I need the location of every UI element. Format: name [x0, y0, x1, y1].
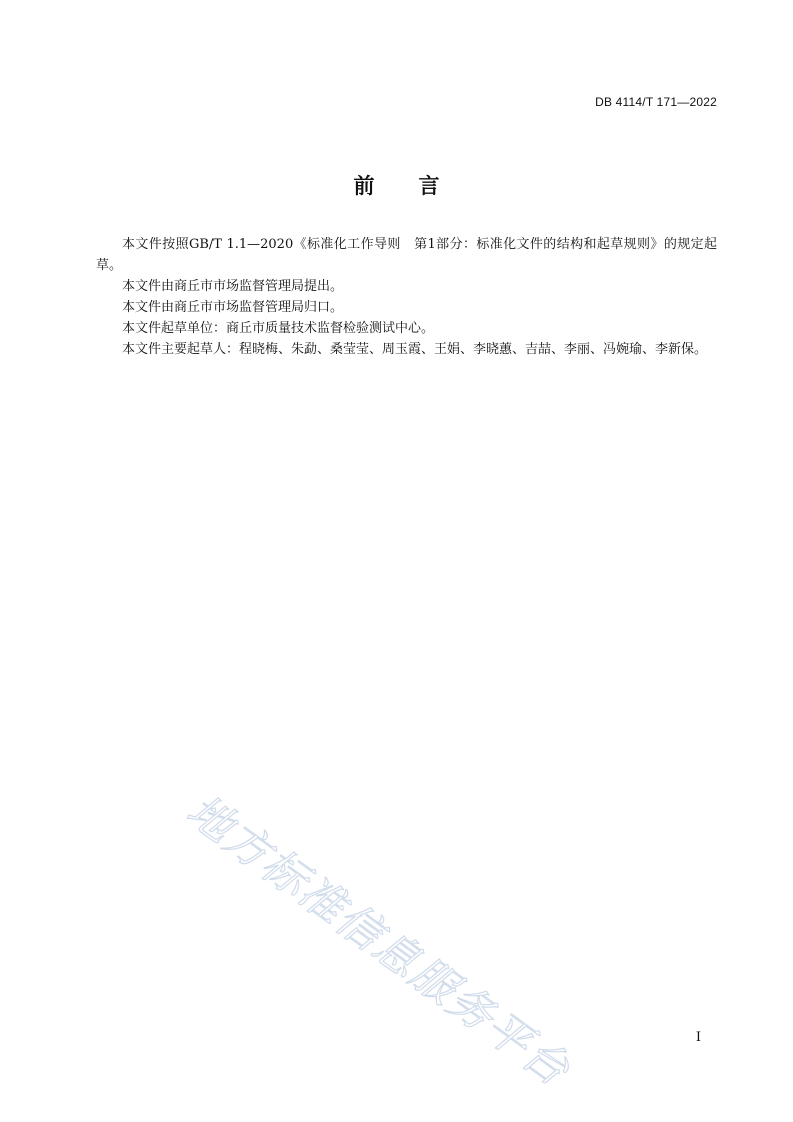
document-code: DB 4114/T 171—2022 — [595, 95, 717, 109]
paragraph-drafting-basis: 本文件按照GB/T 1.1—2020《标准化工作导则 第1部分：标准化文件的结构和起草规则》的规定起草。 — [96, 237, 717, 273]
paragraph-centralized-unit: 本文件由商丘市市场监督管理局归口。 — [122, 300, 344, 315]
paragraph-proposer: 本文件由商丘市市场监督管理局提出。 — [122, 279, 344, 294]
page-title: 前言 — [353, 174, 484, 198]
watermark: 地方标准信息服务平台 — [177, 785, 580, 1097]
paragraph-drafters: 本文件主要起草人：程晓梅、朱勐、桑莹莹、周玉霞、王娟、李晓蕙、吉喆、李丽、冯婉瑜、李新保。 — [122, 342, 708, 357]
foreword-body — [96, 234, 717, 360]
page-number: I — [695, 1030, 701, 1045]
paragraph-drafting-unit: 本文件起草单位：商丘市质量技术监督检验测试中心。 — [122, 321, 435, 336]
